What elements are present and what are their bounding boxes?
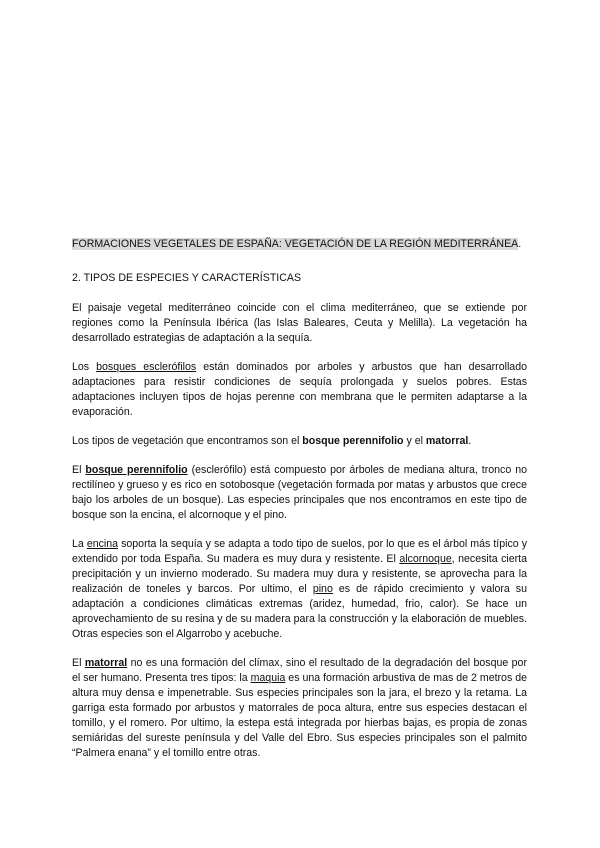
text-run: es de rápido crecimiento y valora su adaptación a condiciones climáticas extremas (aridez, humedad, frio, calor). Se hace un aprovechamiento de su resina y de su madera para la construcción y la elaboración de muebles. Otras especies son el Algarrobo y acebuche. bbox=[72, 583, 527, 640]
text-run: es una formación arbustiva de mas de 2 metros de altura muy densa e impenetrable. Sus especies principales son la jara, el brezo y la retama. La garriga esta formado por arbustos y matorrales de poca altura, entre sus especies destacan el tomillo, y el romero. Por ultimo, la estepa está integrada por hierbas bajas, es propia de zonas semiáridas del sureste península y del Valle del Ebro. Sus especies principales son el palmito “Palmera enana” y el tomillo entre otras. bbox=[72, 672, 528, 759]
document-page bbox=[72, 236, 527, 761]
text-run: están dominados por arboles y arbustos que han desarrollado adaptaciones para resistir condiciones de sequía prolongada y suelos pobres. Estas adaptaciones incluyen tipos de hojas perenne con membrana que le permiten adaptarse a la evaporación. bbox=[72, 361, 527, 418]
underlined-term: alcornoque bbox=[399, 553, 452, 565]
text-run: El bbox=[72, 657, 85, 669]
text-run: El bbox=[72, 464, 86, 476]
paragraph-intro: El paisaje vegetal mediterráneo coincide con el clima mediterráneo, que se extiende por regiones como la Península Ibérica (las Islas Baleares, Ceuta y Melilla). La vegetación ha desarrollado estrategias de adaptación a la sequía. bbox=[72, 302, 527, 344]
document-title bbox=[72, 236, 527, 252]
underlined-term: bosques esclerófilos bbox=[96, 361, 197, 373]
text-run: , necesita cierta precipitación y un invierno moderado. Su madera muy dura y resistente, se aprovecha para la realización de toneles y barcos. Por ultimo, el bbox=[72, 553, 527, 595]
section-heading: 2. TIPOS DE ESPECIES Y CARACTERÍSTICAS bbox=[72, 272, 302, 284]
text-run: soporta la sequía y se adapta a todo tipo de suelos, por lo que es el árbol más típico y extendido por toda España. Su madera es muy dura y resistente. El bbox=[72, 538, 527, 565]
bold-underlined-term: bosque perennifolio bbox=[85, 464, 188, 476]
text-run: Los tipos de vegetación que encontramos son el bbox=[72, 435, 303, 447]
underlined-term: pino bbox=[312, 583, 333, 595]
underlined-term: maquia bbox=[250, 672, 286, 684]
bold-term: matorral bbox=[425, 435, 469, 447]
title-period: . bbox=[518, 238, 522, 250]
text-run: La bbox=[72, 538, 87, 550]
underlined-term: encina bbox=[86, 538, 119, 550]
bold-term: bosque perennifolio bbox=[302, 435, 404, 447]
paragraph-bosques bbox=[72, 360, 527, 420]
text-run: Los bbox=[72, 361, 97, 373]
title-text: FORMACIONES VEGETALES DE ESPAÑA: VEGETACIÓN DE LA REGIÓN MEDITERRÁNEA bbox=[72, 238, 519, 250]
paragraph-matorral bbox=[72, 656, 527, 761]
text-run: . bbox=[468, 435, 472, 447]
bold-underlined-term: matorral bbox=[84, 657, 128, 669]
text-run: no es una formación del clímax, sino el resultado de la degradación del bosque por el ser humano. Presenta tres tipos: la bbox=[72, 657, 527, 684]
paragraph-especies bbox=[72, 537, 527, 642]
text-run: (esclerófilo) está compuesto por árboles de mediana altura, tronco no rectilíneo y grueso y es rico en sotobosque (vegetación formada por matas y arbustos que crece bajo los arboles de un bosque). Las especies principales que nos encontramos en este tipo de bosque son la encina, el alcornoque y el pino. bbox=[72, 464, 527, 521]
paragraph-bosque-perennifolio bbox=[72, 463, 527, 523]
paragraph-tipos bbox=[72, 434, 527, 449]
text-run: y el bbox=[403, 435, 426, 447]
